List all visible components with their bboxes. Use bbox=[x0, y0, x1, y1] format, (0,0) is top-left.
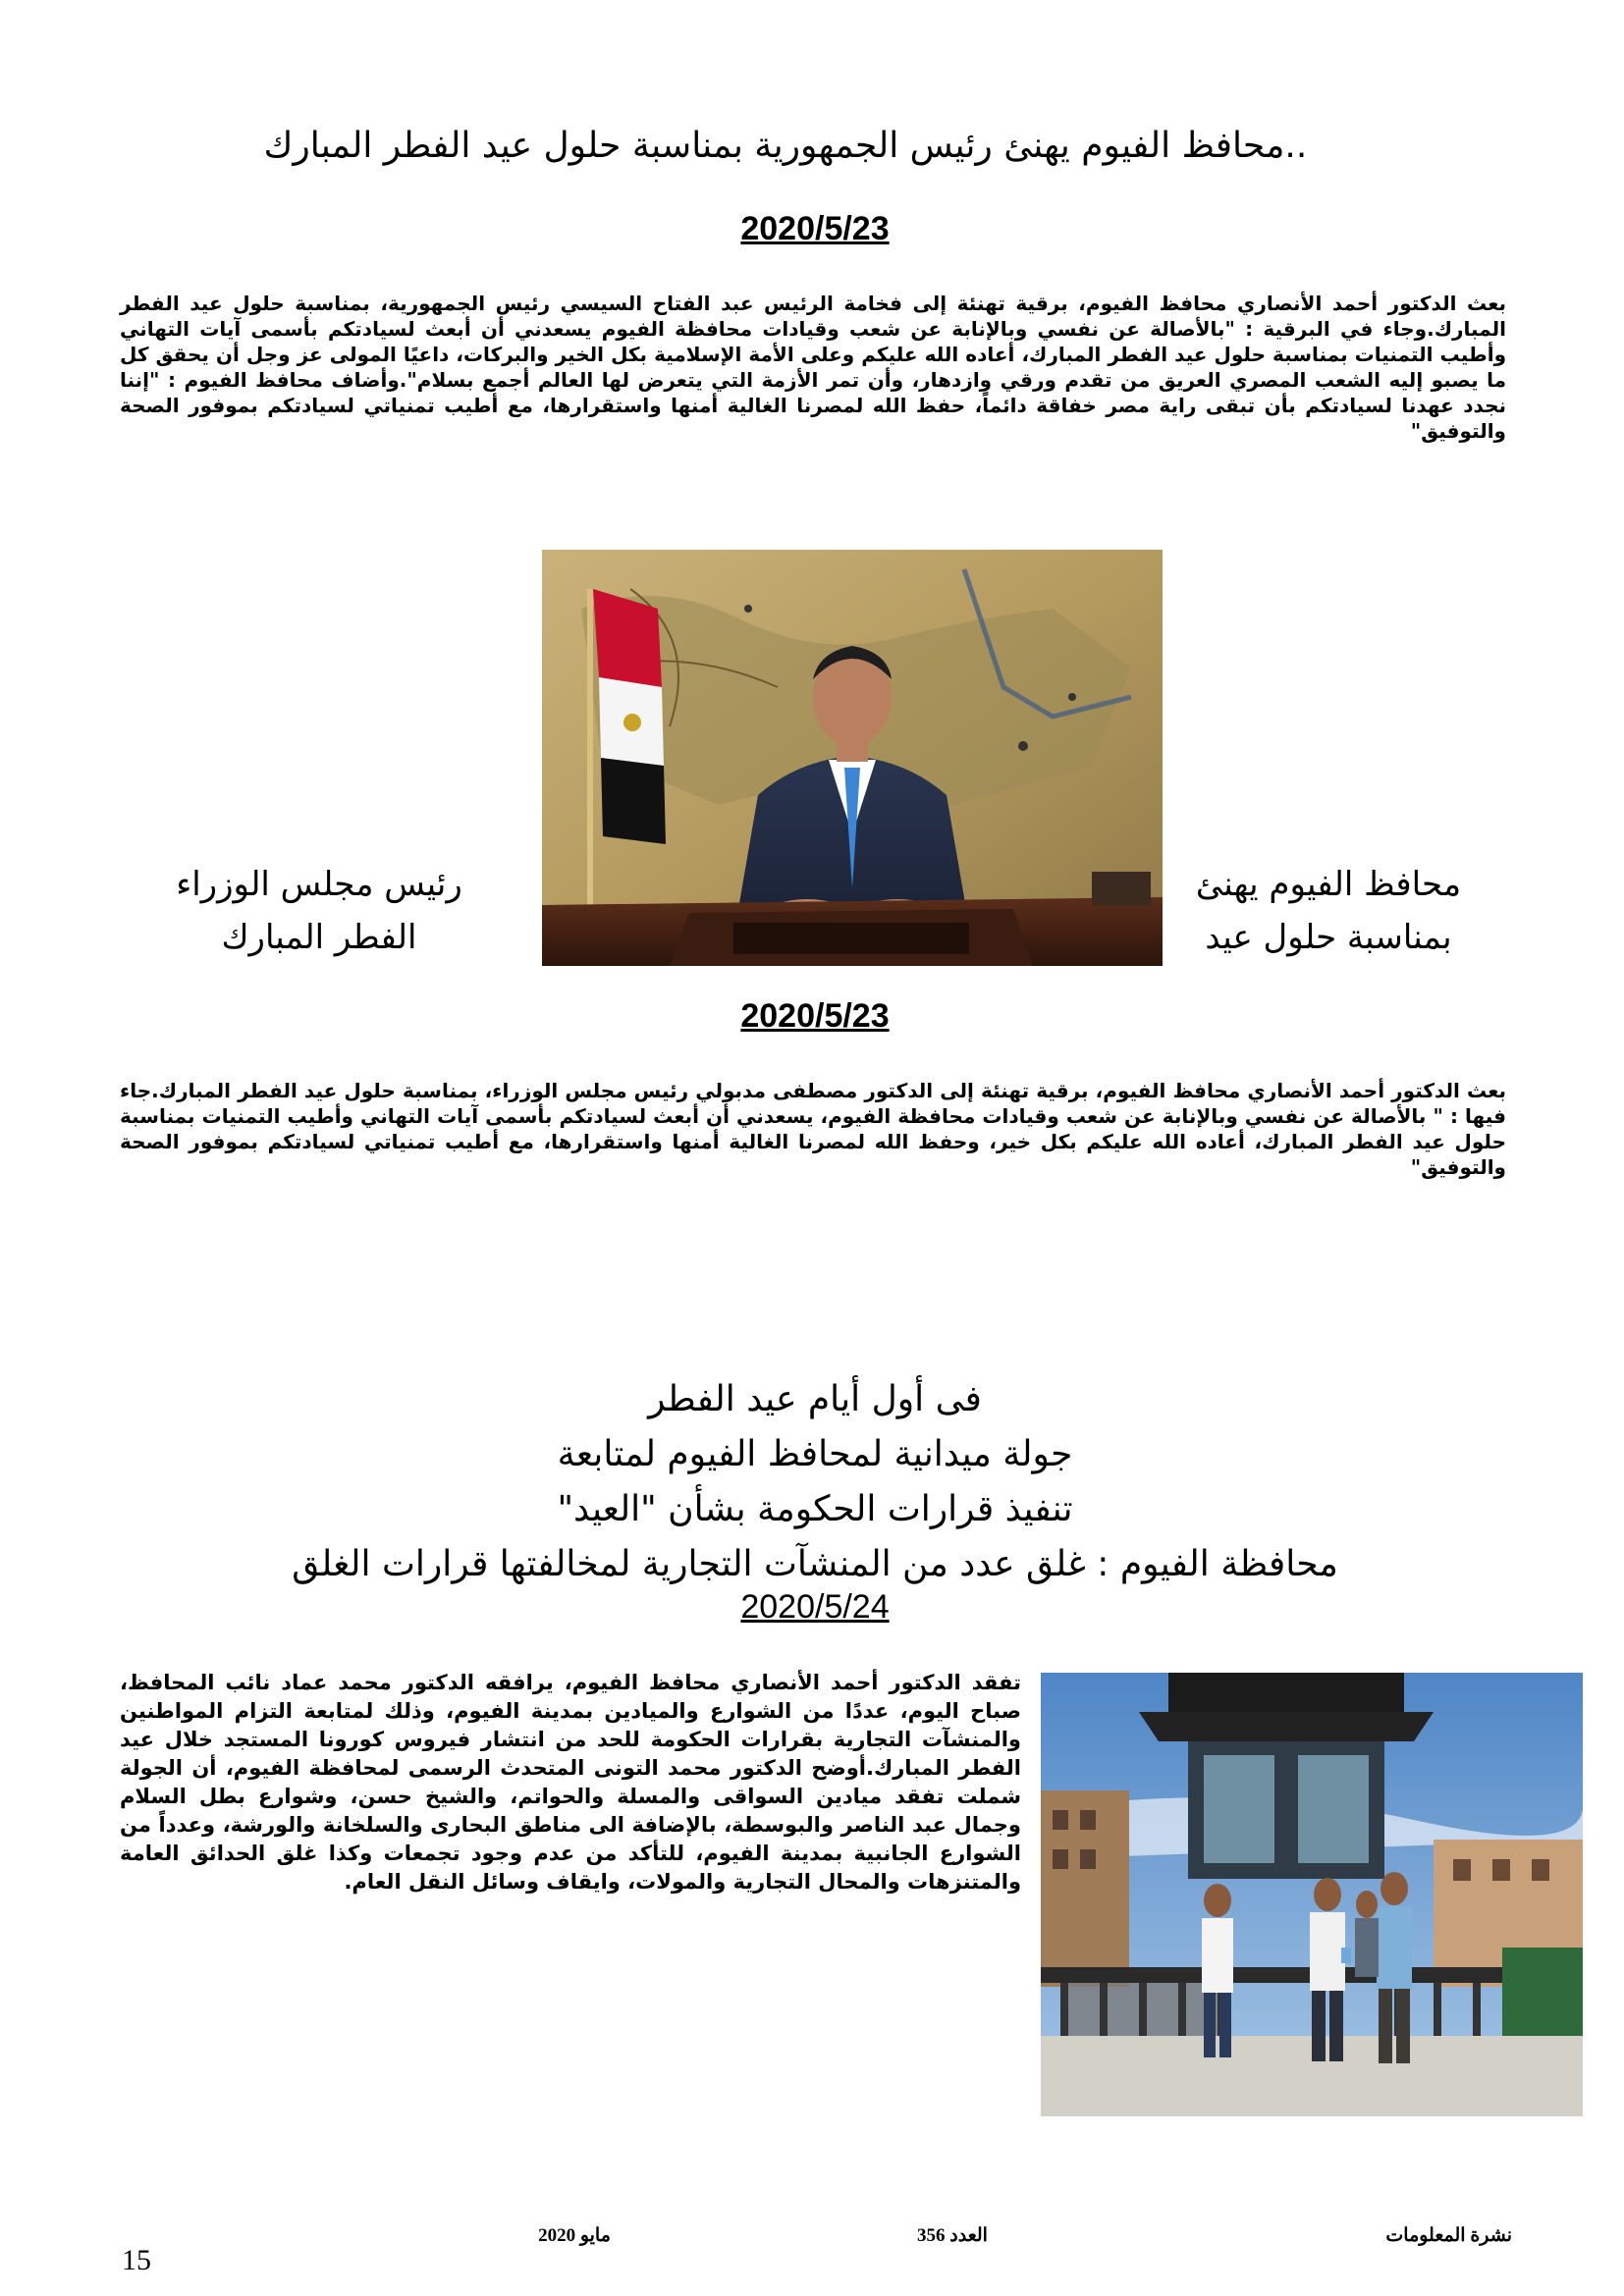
field-tour-photo-image bbox=[1041, 1673, 1583, 2116]
caption-left-line-2: الفطر المبارك bbox=[221, 918, 417, 957]
article3-title-line-3: تنفيذ قرارات الحكومة بشأن "العيد" bbox=[557, 1489, 1073, 1529]
article3-date: 2020/5/24 bbox=[740, 1588, 890, 1626]
caption-left-line-1: رئيس مجلس الوزراء bbox=[176, 865, 462, 904]
article1-title: ..محافظ الفيوم يهنئ رئيس الجمهورية بمناسبة حلول عيد الفطر المبارك bbox=[263, 126, 1308, 166]
article3-title-line-1: فى أول أيام عيد الفطر bbox=[648, 1379, 982, 1419]
field-tour-photo bbox=[1041, 1673, 1583, 2116]
article2-date: 2020/5/23 bbox=[740, 997, 890, 1035]
article2-body: بعث الدكتور أحمد الأنصاري محافظ الفيوم، برقية تهنئة إلى الدكتور مصطفى مدبولي رئيس مجلس الوزراء، بمناسبة حلول عيد الفطر المبارك.جاء فيها : " بالأصالة عن نفسي وبالإنابة عن شعب وقيادات محافظة الفيوم، يسعدني أن أبعث لسيادتكم بأسمى آيات التهاني وأطيب التمنيات بمناسبة حلول عيد الفطر المبارك، أعاده الله عليكم بكل خير، وحفظ الله لمصرنا الغالية أمنها واستقرارها، مع أطيب تمنياتي لسيادتكم بموفور الصحة والتوفيق" bbox=[120, 1079, 1506, 1179]
article2-caption-right bbox=[1164, 858, 1493, 964]
governor-desk-photo bbox=[542, 550, 1163, 966]
page-number: 15 bbox=[122, 2244, 151, 2276]
caption-right-line-1: محافظ الفيوم يهنئ bbox=[1195, 865, 1462, 904]
footer-month: مايو 2020 bbox=[538, 2225, 611, 2246]
article1-body: بعث الدكتور أحمد الأنصاري محافظ الفيوم، برقية تهنئة إلى فخامة الرئيس عبد الفتاح السيسي رئيس الجمهورية، بمناسبة حلول عيد الفطر المبارك.وجاء في البرقية : "بالأصالة عن نفسي وبالإنابة عن شعب وقيادات محافظة الفيوم يسعدني أن أبعث لسيادتكم بأسمى آيات التهاني وأطيب التمنيات بمناسبة حلول عيد الفطر المبارك، أعاده الله عليكم وعلى الأمة الإسلامية بكل الخير والبركات، داعيًا المولى عز وجل أن يحقق كل ما يصبو إليه الشعب المصري العريق من تقدم ورقي وازدهار، وأن تمر الأزمة التي يتعرض لها العالم أجمع بسلام".وأضاف محافظ الفيوم : "إننا نجدد عهدنا لسيادتكم بأن تبقى راية مصر خفاقة دائماً، حفظ الله لمصرنا الغالية أمنها واستقرارها، مع أطيب تمنياتي لسيادتكم بموفور الصحة والتوفيق" bbox=[120, 292, 1506, 443]
article3-title bbox=[147, 1372, 1483, 1592]
article3-title-line-2: جولة ميدانية لمحافظ الفيوم لمتابعة bbox=[557, 1434, 1073, 1474]
footer-issue: العدد 356 bbox=[917, 2225, 988, 2246]
caption-right-line-2: بمناسبة حلول عيد bbox=[1205, 918, 1452, 957]
article2-caption-left bbox=[157, 858, 481, 964]
governor-desk-photo-image bbox=[542, 550, 1163, 966]
article3-body: تفقد الدكتور أحمد الأنصاري محافظ الفيوم، يرافقه الدكتور محمد عماد نائب المحافظ، صباح اليوم، عددًا من الشوارع والميادين بمدينة الفيوم، وذلك لمتابعة التزام المواطنين والمنشآت التجارية بقرارات الحكومة للحد من انتشار فيروس كورونا المستجد خلال عيد الفطر المبارك.أوضح الدكتور محمد التونى المتحدث الرسمى لمحافظة الفيوم، أن الجولة شملت تفقد ميادين السواقى والمسلة والحواتم، والشيخ حسن، وشوارع بطل السلام وجمال عبد الناصر والبوسطة، بالإضافة الى مناطق البحارى والسلخانة والورشة، وعدداً من الشوارع الجانبية بمدينة الفيوم، للتأكد من عدم وجود تجمعات وكذا غلق الحدائق العامة والمتنزهات والمحال التجارية والمولات، وايقاف وسائل النقل العام. bbox=[120, 1671, 1021, 1894]
article3-title-line-4: محافظة الفيوم : غلق عدد من المنشآت التجارية لمخالفتها قرارات الغلق bbox=[292, 1544, 1338, 1584]
article1-date: 2020/5/23 bbox=[740, 210, 890, 247]
footer-publication: نشرة المعلومات bbox=[1385, 2225, 1512, 2246]
